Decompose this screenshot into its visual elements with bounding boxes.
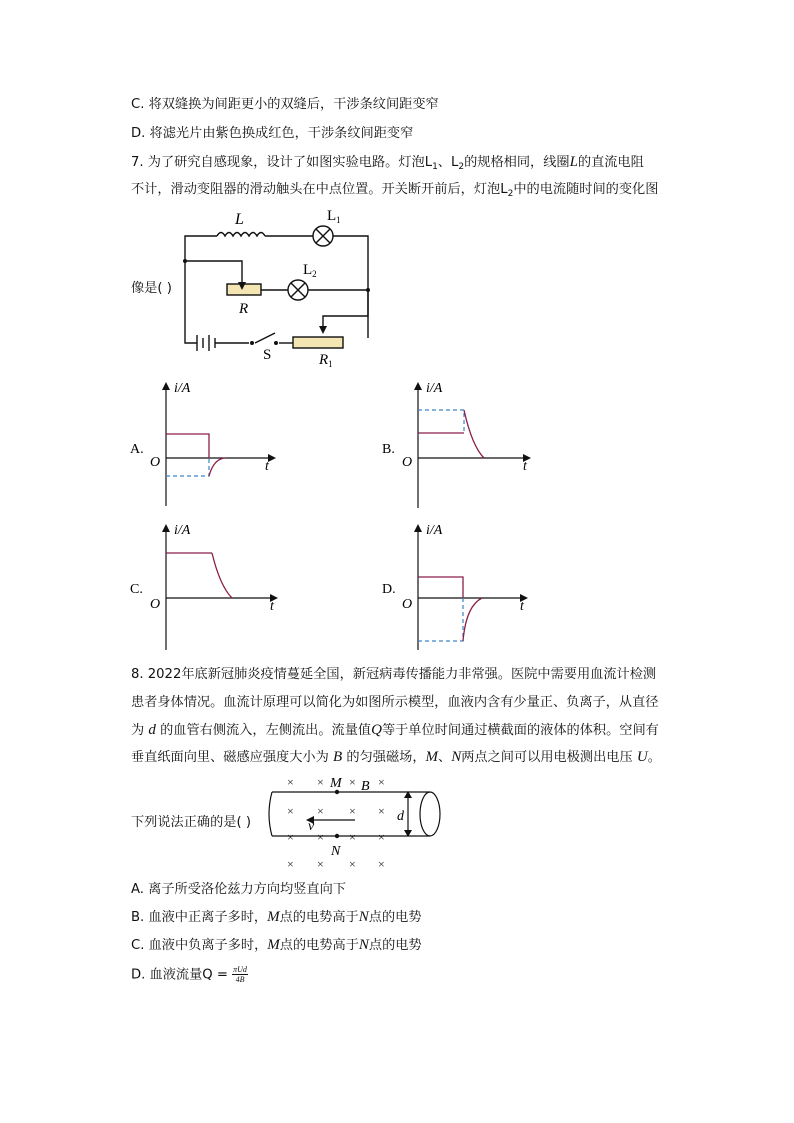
svg-text:×: ×: [287, 830, 294, 844]
q6-option-c: C. 将双缝换为间距更小的双缝后，干涉条纹间距变窄: [131, 97, 439, 112]
q8-option-b: B. 血液中正离子多时，M点的电势高于N点的电势: [131, 909, 422, 925]
svg-text:t: t: [270, 599, 274, 614]
q6-option-d: D. 将滤光片由紫色换成红色，干涉条纹间距变窄: [131, 126, 414, 141]
q7-circuit-diagram: [175, 204, 395, 376]
graph-b-label: B.: [382, 442, 395, 457]
lamp-l2-label: $L_2$: [303, 262, 317, 279]
q8-flowmeter-diagram: [260, 770, 450, 870]
graph-option-d: [370, 520, 540, 652]
lamp-l1-label: $L_1$: [327, 208, 341, 225]
svg-text:t: t: [520, 599, 524, 614]
svg-text:×: ×: [287, 775, 294, 789]
q8-stem-line2: 患者身体情况。血流计原理可以简化为如图所示模型，血液内含有少量正、负离子，从直径: [131, 695, 659, 710]
svg-text:×: ×: [317, 775, 324, 789]
svg-text:×: ×: [317, 804, 324, 818]
svg-text:M: M: [330, 776, 342, 791]
graph-option-a: [120, 378, 290, 508]
svg-text:×: ×: [378, 804, 385, 818]
graph-option-b: [370, 378, 540, 513]
svg-text:×: ×: [317, 830, 324, 844]
rheostat-r-label: R: [239, 301, 249, 317]
q8-stem-line4: 垂直纸面向里、磁感应强度大小为 B 的匀强磁场，M、N两点之间可以用电极测出电压 U。: [131, 749, 661, 765]
svg-text:t: t: [265, 459, 269, 474]
svg-text:i/A: i/A: [174, 381, 191, 396]
q7-stem-line2: 不计，滑动变阻器的滑动触头在中点位置。开关断开前后，灯泡$L_2$中的电流随时间的变化图: [131, 182, 659, 199]
svg-text:×: ×: [378, 857, 385, 871]
svg-text:t: t: [523, 459, 527, 474]
svg-text:d: d: [397, 809, 404, 824]
svg-text:i/A: i/A: [426, 381, 443, 396]
q8-option-d: D. 血液流量Q = $\frac{\text{πUd}}{4B}$: [131, 965, 247, 984]
svg-text:O: O: [402, 597, 413, 612]
svg-text:×: ×: [349, 804, 356, 818]
svg-text:i/A: i/A: [426, 523, 443, 538]
q8-stem-line3: 为 d 的血管右侧流入，左侧流出。流量值Q等于单位时间通过横截面的液体的体积。空间有: [131, 722, 659, 738]
flow-formula-fraction: $\frac{\text{πUd}}{4B}$: [233, 965, 247, 984]
svg-text:B: B: [361, 779, 370, 794]
svg-text:N: N: [331, 844, 341, 859]
switch-label: S: [263, 347, 272, 363]
q8-stem-line5: 下列说法正确的是( ): [131, 815, 251, 830]
q7-stem-line3: 像是( ): [131, 281, 172, 296]
svg-text:×: ×: [349, 830, 356, 844]
svg-text:O: O: [150, 455, 161, 470]
graph-option-c: [120, 520, 290, 652]
svg-text:O: O: [402, 455, 413, 470]
svg-text:×: ×: [378, 775, 385, 789]
q8-stem-line1: 8. 2022年底新冠肺炎疫情蔓延全国，新冠病毒传播能力非常强。医院中需要用血流计检测: [131, 667, 657, 682]
q7-stem-line1: 7. 为了研究自感现象，设计了如图实验电路。灯泡$L_1$、$L_2$的规格相同，线圈L的直流电阻: [131, 154, 644, 172]
svg-text:O: O: [150, 597, 161, 612]
svg-text:×: ×: [317, 857, 324, 871]
inductor-label: L: [235, 211, 244, 228]
svg-text:×: ×: [349, 857, 356, 871]
svg-text:v: v: [308, 819, 315, 834]
rheostat-r1-label: $R_1$: [319, 352, 333, 369]
graph-a-label: A.: [130, 442, 144, 457]
svg-text:i/A: i/A: [174, 523, 191, 538]
svg-text:×: ×: [287, 804, 294, 818]
svg-text:×: ×: [349, 775, 356, 789]
q8-option-a: A. 离子所受洛伦兹力方向均竖直向下: [131, 882, 346, 897]
graph-d-label: D.: [382, 582, 396, 597]
graph-c-label: C.: [130, 582, 143, 597]
q8-option-c: C. 血液中负离子多时，M点的电势高于N点的电势: [131, 937, 422, 953]
svg-text:×: ×: [378, 830, 385, 844]
svg-text:×: ×: [287, 857, 294, 871]
